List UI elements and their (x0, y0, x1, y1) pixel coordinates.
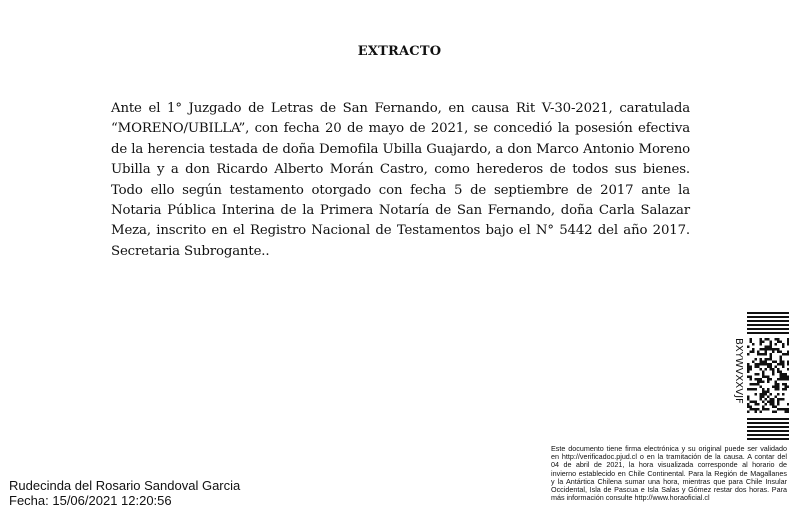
signature-date: Fecha: 15/06/2021 12:20:56 (9, 493, 172, 508)
verification-notice: Este documento tiene firma electrónica y su original puede ser validado en http://verificadoc.pjud.cl o en la tramitación de la causa. A contar del 04 de abril de 2021, la hora visualizada corresponde al horario de invierno establecido en Chile Continental. Para la Región de Magallanes y la Antártica Chilena sumar una hora, mientras que para Chile Insular Occidental, Isla de Pascua e Isla Salas y Gómez restar dos horas. Para más información consulte http://www.horaoficial.cl (551, 444, 787, 503)
signer-name: Rudecinda del Rosario Sandoval Garcia (9, 478, 241, 493)
document-title: EXTRACTO (357, 44, 442, 59)
document-body: Ante el 1° Juzgado de Letras de San Fernando, en causa Rit V-30-2021, caratulada “MORENO/UBILLA”, con fecha 20 de mayo de 2021, se concedió la posesión efectiva de la herencia testada de doña Demofila Ubilla Guajardo, a don Marco Antonio Moreno Ubilla y a don Ricardo Alberto Morán Castro, como herederos de todos sus bienes. Todo ello según testamento otorgado con fecha 5 de septiembre de 2017 ante la Notaria Pública Interina de la Primera Notaría de San Fernando, doña Carla Salazar Meza, inscrito en el Registro Nacional de Testamentos bajo el N° 5442 del año 2017. Secretaria Subrogante.. (111, 101, 690, 259)
verification-code: BXYWVXXVJF (733, 338, 744, 404)
signature-block (9, 478, 240, 508)
